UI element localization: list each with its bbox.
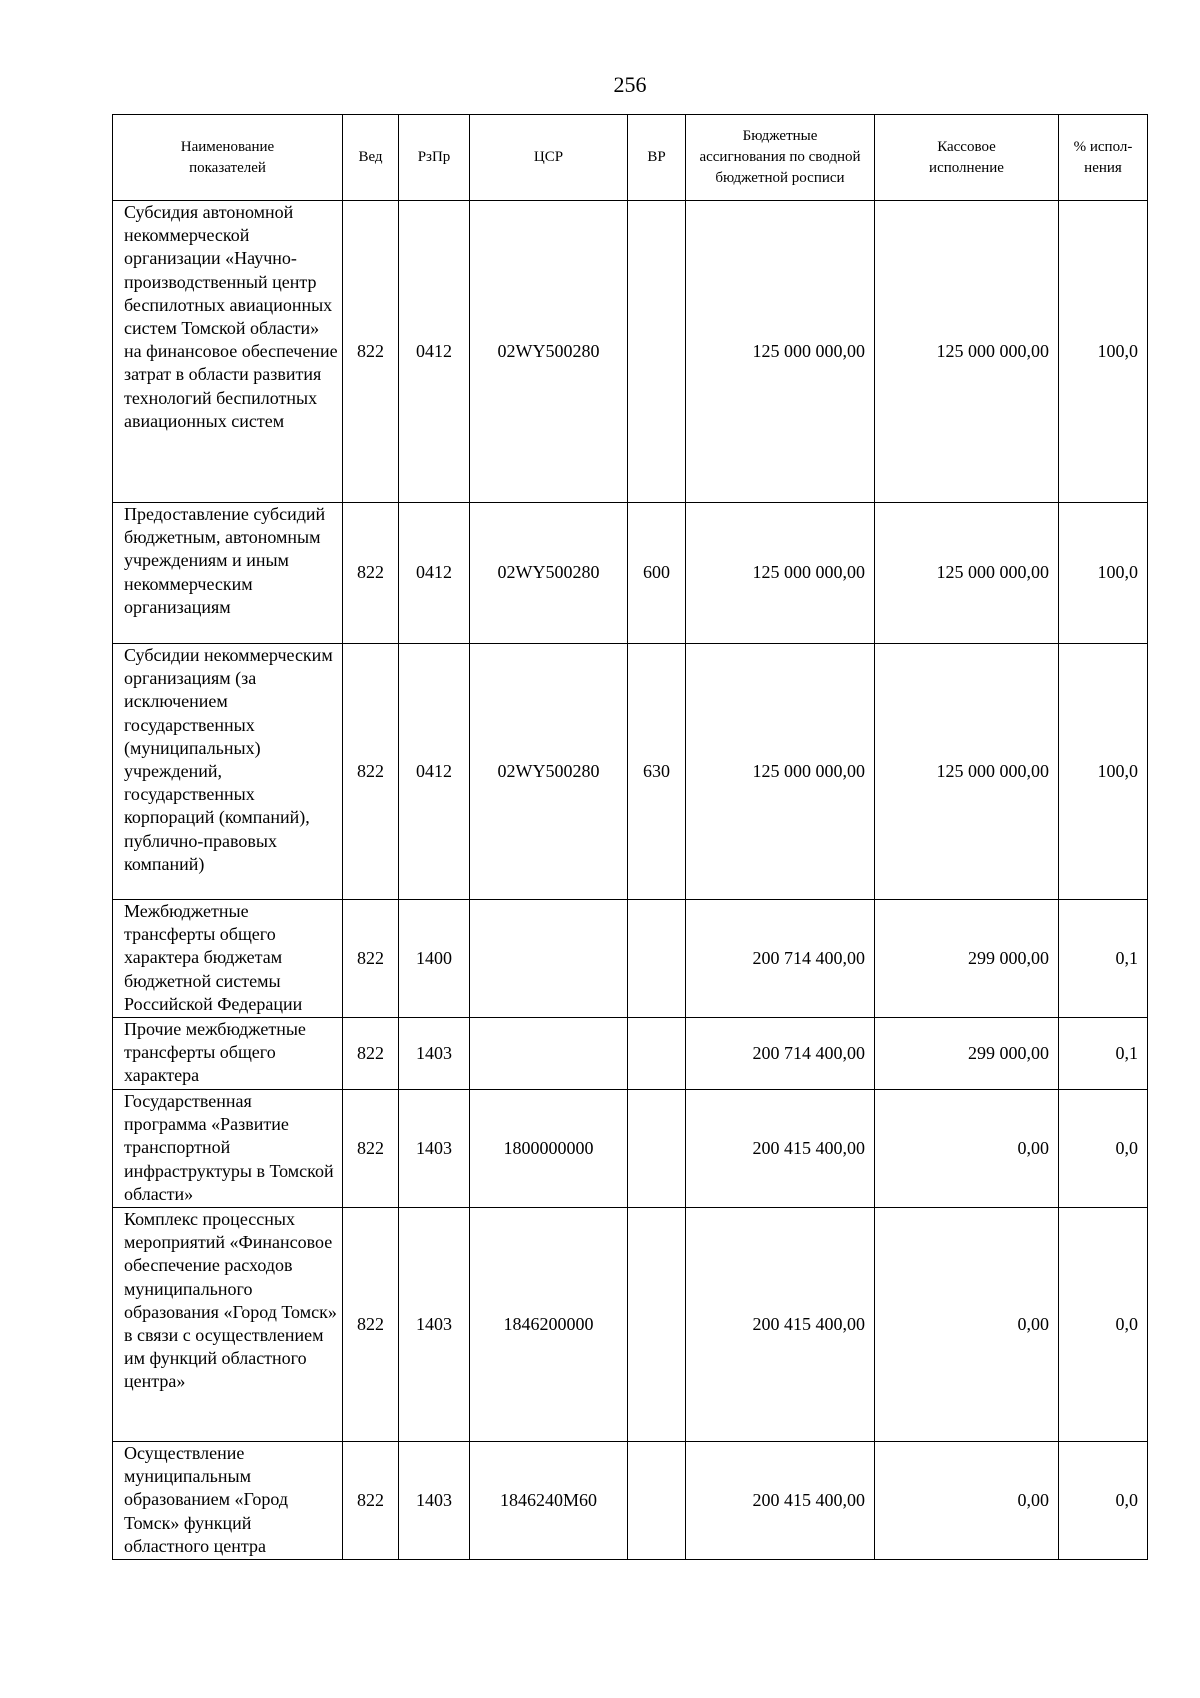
row-rzpr: 1403 — [399, 1018, 470, 1090]
row-name: Осуществление муниципальным образованием «Город Томск» функций областного центра — [113, 1442, 343, 1560]
row-csr: 02WY500280 — [470, 503, 628, 644]
row-vr — [628, 900, 686, 1018]
header-ved: Вед — [343, 115, 399, 201]
table-row — [113, 1090, 1148, 1208]
table-row — [113, 900, 1148, 1018]
row-ved: 822 — [343, 201, 399, 503]
page-number: 256 — [613, 72, 647, 97]
row-rzpr: 0412 — [399, 201, 470, 503]
row-rzpr: 1403 — [399, 1090, 470, 1208]
row-csr — [470, 1018, 628, 1090]
row-csr — [470, 900, 628, 1018]
header-rzpr: РзПр — [399, 115, 470, 201]
row-rzpr: 1400 — [399, 900, 470, 1018]
row-ved: 822 — [343, 644, 399, 900]
row-name: Предоставление субсидий бюджетным, автономным учреждениям и иным некоммерческим организациям — [113, 503, 343, 644]
row-ved: 822 — [343, 900, 399, 1018]
row-percent: 0,0 — [1059, 1442, 1148, 1560]
row-budget: 125 000 000,00 — [686, 201, 875, 503]
header-budget: Бюджетные ассигнования по сводной бюджетной росписи — [686, 115, 875, 201]
row-cash: 0,00 — [875, 1208, 1059, 1442]
row-budget: 200 415 400,00 — [686, 1442, 875, 1560]
row-name: Субсидии некоммерческим организациям (за исключением государственных (муниципальных) учреждений, государственных корпораций (компаний), публично-правовых компаний) — [113, 644, 343, 900]
table-row — [113, 1442, 1148, 1560]
row-csr: 1800000000 — [470, 1090, 628, 1208]
row-csr: 1846200000 — [470, 1208, 628, 1442]
row-name: Субсидия автономной некоммерческой организации «Научно-производственный центр беспилотных авиационных систем Томской области» на финансовое обеспечение затрат в области развития технологий беспилотных авиационных систем — [113, 201, 343, 503]
row-percent: 0,1 — [1059, 1018, 1148, 1090]
row-csr: 1846240М60 — [470, 1442, 628, 1560]
row-budget: 125 000 000,00 — [686, 644, 875, 900]
table-row — [113, 1208, 1148, 1442]
row-name: Прочие межбюджетные трансферты общего характера — [113, 1018, 343, 1090]
row-vr — [628, 1442, 686, 1560]
row-ved: 822 — [343, 1208, 399, 1442]
row-ved: 822 — [343, 503, 399, 644]
row-budget: 200 714 400,00 — [686, 1018, 875, 1090]
row-csr: 02WY500280 — [470, 644, 628, 900]
table-row — [113, 503, 1148, 644]
row-vr — [628, 1090, 686, 1208]
row-ved: 822 — [343, 1442, 399, 1560]
row-rzpr: 1403 — [399, 1442, 470, 1560]
row-cash: 0,00 — [875, 1090, 1059, 1208]
row-percent: 0,0 — [1059, 1208, 1148, 1442]
row-cash: 299 000,00 — [875, 1018, 1059, 1090]
row-vr — [628, 1018, 686, 1090]
row-cash: 125 000 000,00 — [875, 644, 1059, 900]
row-ved: 822 — [343, 1018, 399, 1090]
row-percent: 100,0 — [1059, 503, 1148, 644]
row-budget: 200 415 400,00 — [686, 1090, 875, 1208]
row-budget: 125 000 000,00 — [686, 503, 875, 644]
header-percent: % испол-нения — [1059, 115, 1148, 201]
row-cash: 0,00 — [875, 1442, 1059, 1560]
row-cash: 125 000 000,00 — [875, 201, 1059, 503]
row-name: Государственная программа «Развитие транспортной инфраструктуры в Томской области» — [113, 1090, 343, 1208]
header-vr: ВР — [628, 115, 686, 201]
table-header-row — [113, 115, 1148, 201]
budget-execution-table — [112, 114, 1148, 1560]
table-row — [113, 201, 1148, 503]
row-csr: 02WY500280 — [470, 201, 628, 503]
row-budget: 200 714 400,00 — [686, 900, 875, 1018]
row-vr: 630 — [628, 644, 686, 900]
row-percent: 100,0 — [1059, 201, 1148, 503]
row-rzpr: 1403 — [399, 1208, 470, 1442]
row-ved: 822 — [343, 1090, 399, 1208]
row-vr — [628, 201, 686, 503]
row-rzpr: 0412 — [399, 503, 470, 644]
header-csr: ЦСР — [470, 115, 628, 201]
row-cash: 125 000 000,00 — [875, 503, 1059, 644]
header-cash: Кассовое исполнение — [875, 115, 1059, 201]
table-row — [113, 1018, 1148, 1090]
row-percent: 100,0 — [1059, 644, 1148, 900]
table-row — [113, 644, 1148, 900]
row-name: Межбюджетные трансферты общего характера бюджетам бюджетной системы Российской Федерации — [113, 900, 343, 1018]
header-name: Наименование показателей — [113, 115, 343, 201]
row-cash: 299 000,00 — [875, 900, 1059, 1018]
row-budget: 200 415 400,00 — [686, 1208, 875, 1442]
row-vr — [628, 1208, 686, 1442]
row-percent: 0,1 — [1059, 900, 1148, 1018]
row-vr: 600 — [628, 503, 686, 644]
row-percent: 0,0 — [1059, 1090, 1148, 1208]
row-rzpr: 0412 — [399, 644, 470, 900]
row-name: Комплекс процессных мероприятий «Финансовое обеспечение расходов муниципального образования «Город Томск» в связи с осуществлением им функций областного центра» — [113, 1208, 343, 1442]
